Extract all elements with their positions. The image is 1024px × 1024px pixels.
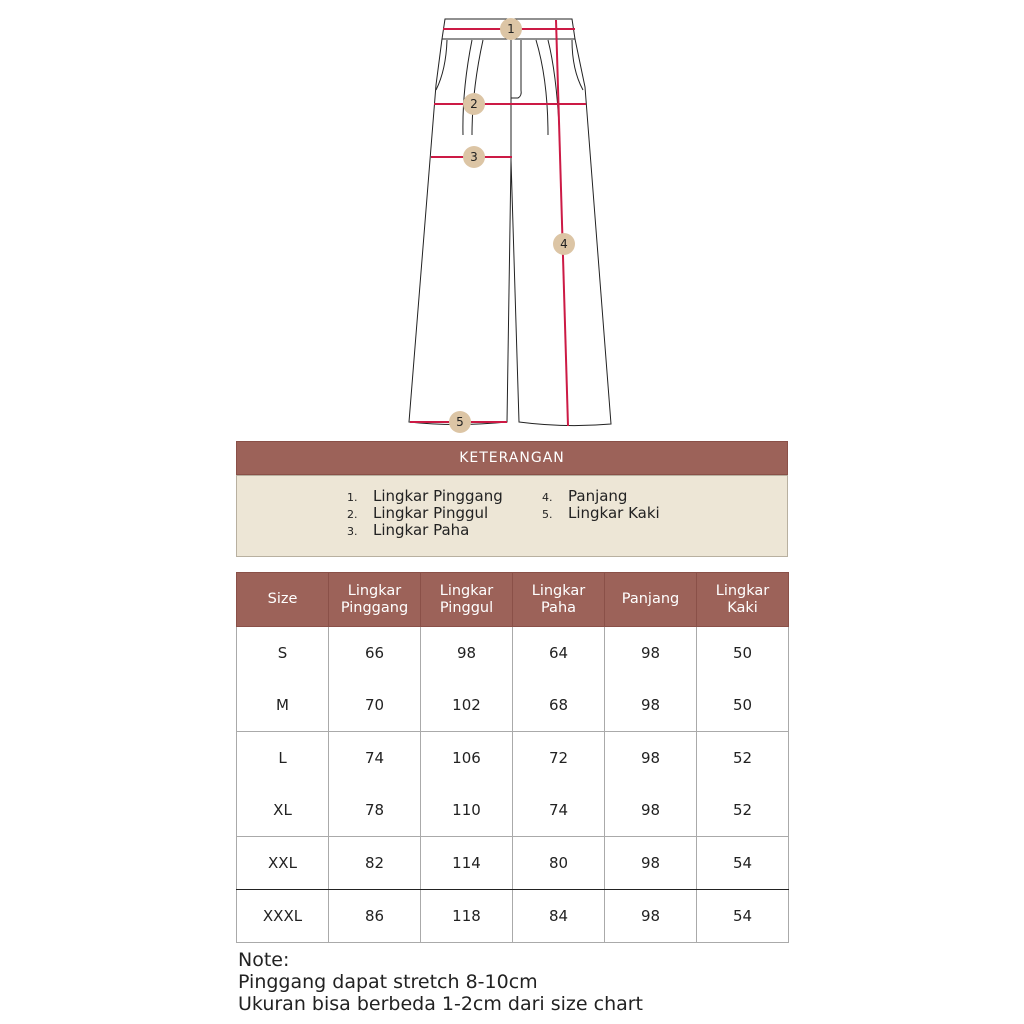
table-cell: 110 <box>421 784 513 837</box>
marker-1-label: 1 <box>507 22 515 36</box>
legend-num: 2. <box>347 508 358 521</box>
column-header-text: Size <box>267 591 298 607</box>
legend-item <box>347 487 503 505</box>
note-line: Pinggang dapat stretch 8-10cm <box>238 971 538 993</box>
legend-label: Lingkar Kaki <box>568 504 660 522</box>
marker-3-label: 3 <box>470 150 478 164</box>
table-cell: 72 <box>513 732 605 785</box>
table-cell: 70 <box>329 679 421 732</box>
table-cell: 74 <box>329 732 421 785</box>
table-cell: 68 <box>513 679 605 732</box>
table-cell: 84 <box>513 890 605 943</box>
table-cell: 66 <box>329 627 421 680</box>
note-title: Note: <box>238 949 290 971</box>
legend-item <box>347 504 488 522</box>
table-cell: 52 <box>697 784 789 837</box>
table-cell: 98 <box>605 837 697 890</box>
column-header <box>237 573 329 627</box>
column-header-text: Lingkar <box>531 582 586 599</box>
table-cell: 50 <box>697 679 789 732</box>
table-cell: 98 <box>605 679 697 732</box>
pants-diagram <box>400 10 630 440</box>
marker-4-label: 4 <box>560 237 568 251</box>
marker-2-label: 2 <box>470 97 478 111</box>
column-header-text: Pinggul <box>439 599 494 616</box>
table-cell: 54 <box>697 837 789 890</box>
legend-label: Panjang <box>568 487 628 505</box>
table-cell: XXL <box>237 837 329 890</box>
table-cell: 98 <box>605 732 697 785</box>
column-header <box>697 573 789 627</box>
table-cell: 82 <box>329 837 421 890</box>
column-header <box>329 573 421 627</box>
legend-num: 3. <box>347 525 358 538</box>
column-header-text: Lingkar <box>715 582 770 599</box>
legend-item <box>542 504 660 522</box>
table-cell: 78 <box>329 784 421 837</box>
legend-title: KETERANGAN <box>236 441 788 475</box>
table-cell: S <box>237 627 329 680</box>
marker-5-label: 5 <box>456 415 464 429</box>
table-row <box>237 627 789 680</box>
table-cell: 80 <box>513 837 605 890</box>
column-header <box>421 573 513 627</box>
table-row <box>237 732 789 785</box>
column-header-text: Lingkar <box>439 582 494 599</box>
table-cell: 54 <box>697 890 789 943</box>
table-cell: 98 <box>421 627 513 680</box>
column-header-text: Panjang <box>621 591 680 607</box>
column-header-text: Pinggang <box>340 599 409 616</box>
column-header <box>605 573 697 627</box>
legend-box <box>236 475 788 557</box>
legend-item <box>347 521 469 539</box>
column-header-text: Kaki <box>727 599 758 616</box>
table-row <box>237 784 789 837</box>
column-header <box>513 573 605 627</box>
table-cell: XXXL <box>237 890 329 943</box>
legend-num: 5. <box>542 508 553 521</box>
table-cell: 118 <box>421 890 513 943</box>
table-cell: 52 <box>697 732 789 785</box>
table-cell: 64 <box>513 627 605 680</box>
column-header-text: Lingkar <box>347 582 402 599</box>
legend-label: Lingkar Paha <box>373 521 470 539</box>
table-cell: 102 <box>421 679 513 732</box>
table-row <box>237 679 789 732</box>
table-cell: XL <box>237 784 329 837</box>
table-row <box>237 837 789 890</box>
table-cell: 50 <box>697 627 789 680</box>
pants-outline <box>409 39 611 426</box>
table-row <box>237 890 789 943</box>
table-cell: 106 <box>421 732 513 785</box>
note-line: Ukuran bisa berbeda 1-2cm dari size chart <box>238 993 644 1015</box>
table-cell: 98 <box>605 784 697 837</box>
table-cell: 98 <box>605 627 697 680</box>
column-header-text: Paha <box>540 599 577 616</box>
table-cell: 114 <box>421 837 513 890</box>
table-cell: M <box>237 679 329 732</box>
legend-item <box>542 487 627 505</box>
size-table <box>236 572 789 943</box>
table-cell: 86 <box>329 890 421 943</box>
table-cell: L <box>237 732 329 785</box>
table-cell: 98 <box>605 890 697 943</box>
legend-label: Lingkar Pinggang <box>373 487 503 505</box>
table-cell: 74 <box>513 784 605 837</box>
legend-label: Lingkar Pinggul <box>373 504 489 522</box>
legend-num: 4. <box>542 491 553 504</box>
note <box>238 949 643 1015</box>
legend-num: 1. <box>347 491 358 504</box>
